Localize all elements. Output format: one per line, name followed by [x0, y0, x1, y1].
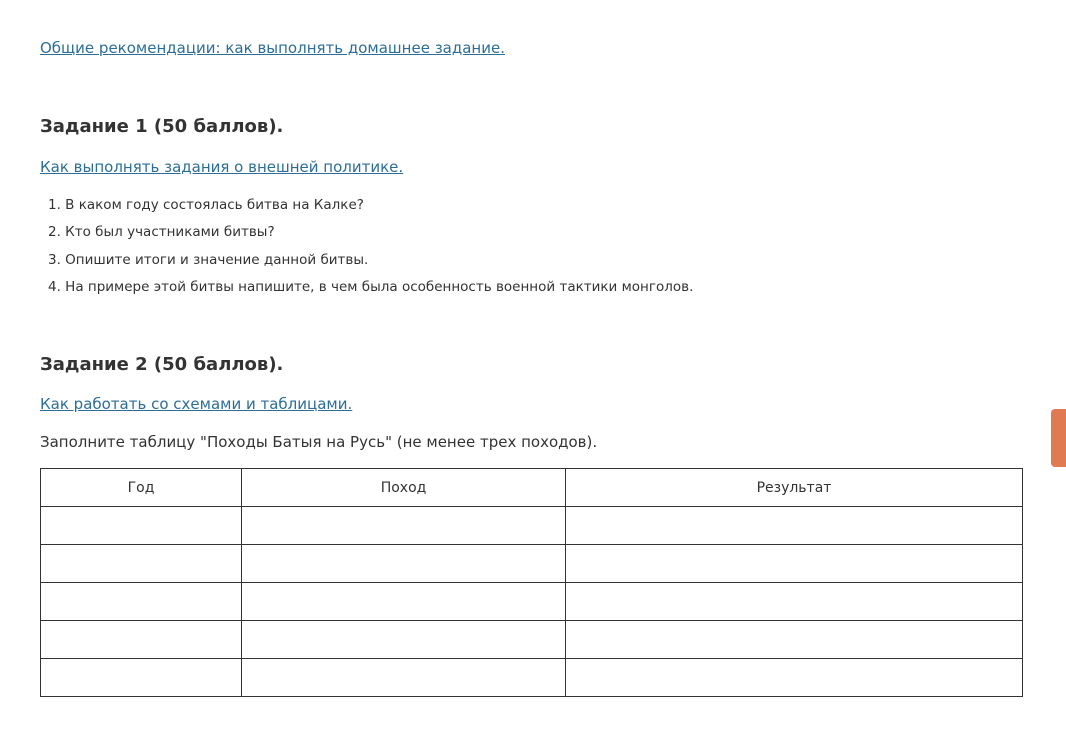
task-1-title: Задание 1 (50 баллов).: [40, 116, 284, 137]
table-cell[interactable]: [242, 545, 566, 583]
table-cell[interactable]: [242, 621, 566, 659]
table-cell[interactable]: [41, 545, 242, 583]
table-cell[interactable]: [242, 583, 566, 621]
table-cell[interactable]: [566, 583, 1023, 621]
general-recommendations-link[interactable]: Общие рекомендации: как выполнять домашнее задание.: [40, 39, 505, 57]
question-item: 3. Опишите итоги и значение данной битвы.: [48, 251, 369, 268]
table-cell[interactable]: [566, 659, 1023, 697]
side-feedback-tab[interactable]: [1051, 409, 1066, 467]
question-item: 2. Кто был участниками битвы?: [48, 224, 275, 241]
table-row: [41, 507, 1023, 545]
task-1-questions: [48, 196, 693, 305]
table-cell[interactable]: [41, 621, 242, 659]
column-header-result: Результат: [566, 469, 1023, 507]
table-row: [41, 583, 1023, 621]
table-cell[interactable]: [566, 621, 1023, 659]
table-row: [41, 621, 1023, 659]
table-header-row: [41, 469, 1023, 507]
table-cell[interactable]: [566, 545, 1023, 583]
table-cell[interactable]: [41, 659, 242, 697]
question-item: 4. На примере этой битвы напишите, в чем была особенность военной тактики монголов.: [48, 278, 694, 295]
table-cell[interactable]: [566, 507, 1023, 545]
foreign-policy-link[interactable]: Как выполнять задания о внешней политике.: [40, 158, 404, 176]
task-2-title: Задание 2 (50 баллов).: [40, 354, 284, 375]
task-2-instruction: Заполните таблицу "Походы Батыя на Русь" (не менее трех походов).: [40, 433, 598, 451]
table-cell[interactable]: [41, 507, 242, 545]
column-header-campaign: Поход: [242, 469, 566, 507]
campaigns-table: [40, 468, 1023, 697]
table-cell[interactable]: [242, 507, 566, 545]
table-cell[interactable]: [242, 659, 566, 697]
question-item: 1. В каком году состоялась битва на Калке?: [48, 197, 364, 213]
table-cell[interactable]: [41, 583, 242, 621]
table-row: [41, 659, 1023, 697]
schemes-tables-link[interactable]: Как работать со схемами и таблицами.: [40, 395, 353, 413]
table-row: [41, 545, 1023, 583]
column-header-year: Год: [41, 469, 242, 507]
